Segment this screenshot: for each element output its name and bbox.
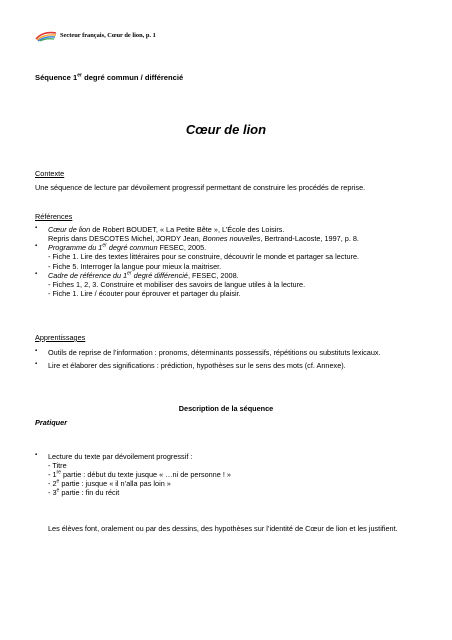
list-item — [35, 348, 417, 357]
references-section — [35, 212, 417, 298]
reference-subline: - Fiche 1. Lire / écouter pour éprouver et partager du plaisir. — [48, 288, 241, 298]
apprentissages-list — [35, 348, 417, 370]
list-item — [35, 271, 417, 298]
bullet-icon: ▪ — [35, 452, 38, 458]
references-list — [35, 225, 417, 298]
apprentissage-text: Lire et élaborer des significations : prédiction, hypothèses sur le sens des mots (cf. Annexe). — [48, 361, 346, 371]
reference-rest: , FESEC, 2008. — [187, 270, 239, 280]
part-pre: - 2 — [48, 479, 57, 489]
reference-italic: Cadre de référence du 1 — [48, 270, 128, 280]
sequence-title-sup: er — [77, 72, 82, 79]
bullet-icon: ▪ — [35, 243, 38, 250]
apprentissages-heading: Apprentissages — [35, 333, 86, 342]
contexte-section — [35, 169, 417, 192]
contexte-text: Une séquence de lecture par dévoilement progressif permettant de construire les procédés de reprise. — [35, 183, 366, 193]
reference-subline: - Fiche 1. Lire des textes littéraires pour se construire, découvrir le monde et partager sa lecture. — [48, 252, 360, 262]
logo-icon — [35, 30, 57, 42]
part-sup: re — [56, 469, 61, 476]
list-item — [35, 452, 417, 498]
lecture-part — [48, 488, 417, 497]
reference-line — [48, 225, 417, 234]
part-post: partie : début du texte jusque « …ni de personne ! » — [60, 470, 231, 480]
reference-rest: FESEC, 2005. — [157, 243, 207, 253]
sequence-title-suffix: degré commun / différencié — [81, 73, 184, 82]
reference-subline: - Fiche 5. Interroger la langue pour mieux la maitriser. — [48, 261, 222, 271]
part-pre: - 1 — [48, 470, 57, 480]
reference-subline: - Fiches 1, 2, 3. Construire et mobiliser des savoirs de langue utiles à la lecture. — [48, 279, 306, 289]
page-header — [35, 30, 156, 42]
reference-rest: de Robert BOUDET, « La Petite Bête », L’École des Loisirs. — [90, 225, 285, 235]
reference-pre: Repris dans DESCOTES Michel, JORDY Jean, — [48, 234, 203, 244]
reference-rest: , Bertrand-Lacoste, 1997, p. 8. — [260, 234, 359, 244]
lecture-section — [35, 452, 417, 498]
list-item — [35, 243, 417, 270]
reference-italic: degré commun — [106, 243, 158, 253]
contexte-heading: Contexte — [35, 169, 65, 178]
apprentissage-text: Outils de reprise de l’information : pronoms, déterminants possessifs, répétitions ou substituts lexicaux. — [48, 348, 381, 358]
bullet-icon: ▪ — [35, 270, 38, 277]
reference-sup: er — [127, 270, 132, 277]
part-pre: - 3 — [48, 488, 57, 498]
list-item — [35, 225, 417, 243]
reference-italic: Cœur de lion — [48, 225, 91, 235]
reference-line — [48, 271, 417, 280]
apprentissages-section — [35, 333, 417, 370]
header-text: Secteur français, Cœur de lion, p. 1 — [60, 32, 156, 39]
bullet-icon: ▪ — [35, 225, 38, 232]
lecture-titre: - Titre — [48, 461, 67, 471]
document-title: Cœur de lion — [185, 122, 267, 137]
lecture-list — [35, 452, 417, 498]
sequence-title — [35, 73, 183, 82]
description-heading: Description de la séquence — [178, 404, 274, 413]
lecture-part — [48, 470, 417, 479]
part-sup: e — [56, 478, 60, 485]
reference-italic: degré différencié — [131, 270, 188, 280]
reference-line — [48, 243, 417, 252]
reference-italic: Programme du 1 — [48, 243, 103, 253]
reference-sup: er — [102, 242, 107, 249]
reference-italic: Bonnes nouvelles — [202, 234, 261, 244]
references-heading: Références — [35, 212, 73, 221]
lecture-intro: Lecture du texte par dévoilement progressif : — [48, 452, 193, 461]
conclusion-text: Les élèves font, oralement ou par des dessins, des hypothèses sur l’identité de Cœur de lion et les justifient. — [48, 524, 398, 533]
part-post: partie : jusque « il n’alla pas loin » — [59, 479, 171, 489]
part-post: partie : fin du récit — [59, 488, 120, 498]
list-item — [35, 361, 417, 370]
pratiquer-heading: Pratiquer — [35, 418, 68, 427]
bullet-icon: ▪ — [35, 348, 38, 355]
bullet-icon: ▪ — [35, 361, 38, 368]
part-sup: e — [56, 488, 60, 495]
sequence-title-prefix: Séquence 1 — [35, 73, 78, 82]
